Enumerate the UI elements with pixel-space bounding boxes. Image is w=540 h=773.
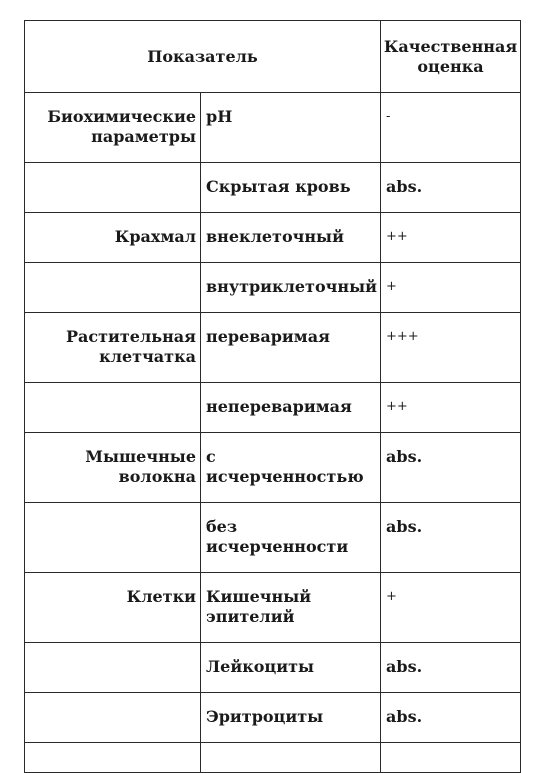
table-row xyxy=(25,433,521,503)
indicator-cell: непереваримая xyxy=(201,383,381,433)
header-assessment: Качественная оценка xyxy=(381,21,521,93)
table-row xyxy=(25,263,521,313)
indicator-cell: с исчерченностью xyxy=(201,433,381,503)
group-cell xyxy=(25,503,201,573)
table-row xyxy=(25,503,521,573)
table-row xyxy=(25,573,521,643)
table-row xyxy=(25,643,521,693)
value-cell: abs. xyxy=(381,433,521,503)
value-cell: + xyxy=(381,263,521,313)
value-cell: abs. xyxy=(381,643,521,693)
group-cell: Мышечные волокна xyxy=(25,433,201,503)
value-cell: abs. xyxy=(381,503,521,573)
group-cell xyxy=(25,383,201,433)
indicator-cell: внутриклеточный xyxy=(201,263,381,313)
header-indicator: Показатель xyxy=(25,21,381,93)
value-cell: +++ xyxy=(381,313,521,383)
value-cell: - xyxy=(381,93,521,163)
table-row xyxy=(25,693,521,743)
empty-cell xyxy=(25,743,201,773)
indicator-cell: Кишечный эпителий xyxy=(201,573,381,643)
table-row xyxy=(25,383,521,433)
group-cell xyxy=(25,263,201,313)
value-cell: abs. xyxy=(381,693,521,743)
indicator-cell: переваримая xyxy=(201,313,381,383)
indicator-cell: Скрытая кровь xyxy=(201,163,381,213)
indicator-cell: без исчерченности xyxy=(201,503,381,573)
value-cell: ++ xyxy=(381,213,521,263)
table-row xyxy=(25,163,521,213)
results-table xyxy=(24,20,521,773)
indicator-cell: pH xyxy=(201,93,381,163)
empty-cell xyxy=(201,743,381,773)
group-cell xyxy=(25,693,201,743)
table-row xyxy=(25,93,521,163)
group-cell: Биохимические параметры xyxy=(25,93,201,163)
value-cell: abs. xyxy=(381,163,521,213)
table-row-partial xyxy=(25,743,521,773)
indicator-cell: Лейкоциты xyxy=(201,643,381,693)
value-cell: + xyxy=(381,573,521,643)
indicator-cell: Эритроциты xyxy=(201,693,381,743)
value-cell: ++ xyxy=(381,383,521,433)
indicator-cell: внеклеточный xyxy=(201,213,381,263)
group-cell xyxy=(25,163,201,213)
group-cell: Крахмал xyxy=(25,213,201,263)
group-cell: Клетки xyxy=(25,573,201,643)
table-header-row xyxy=(25,21,521,93)
group-cell: Растительная клетчатка xyxy=(25,313,201,383)
table-row xyxy=(25,313,521,383)
empty-cell xyxy=(381,743,521,773)
group-cell xyxy=(25,643,201,693)
table-row xyxy=(25,213,521,263)
